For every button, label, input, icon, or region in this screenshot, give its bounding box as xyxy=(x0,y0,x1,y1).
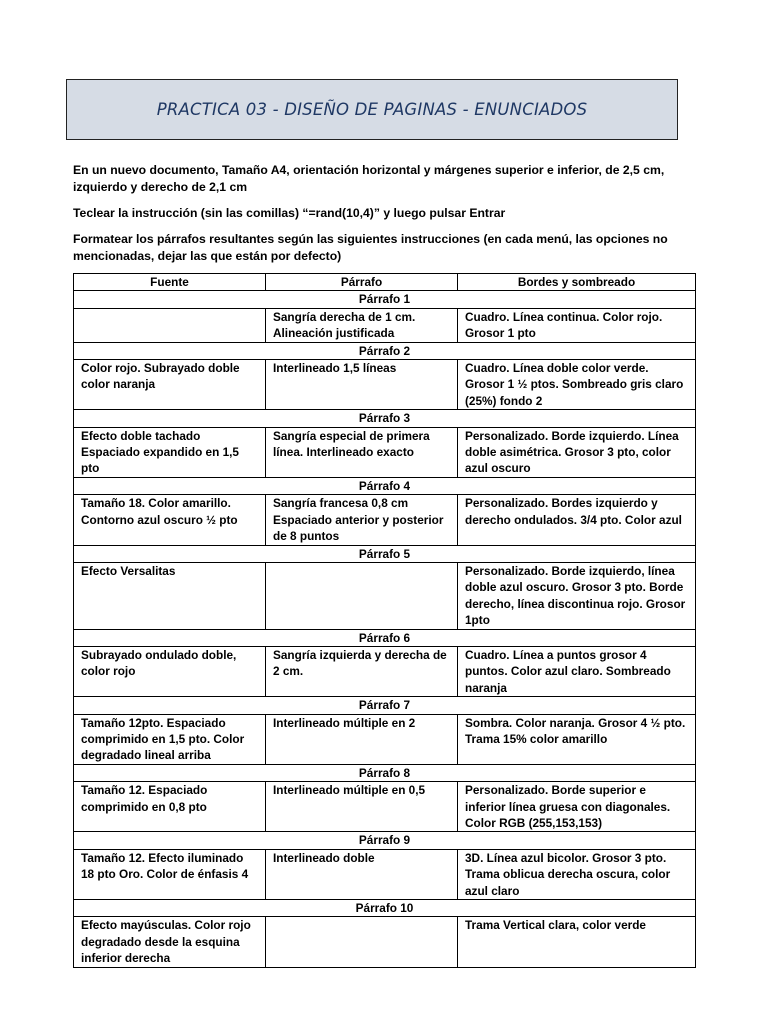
cell-bordes: Personalizado. Bordes izquierdo y derecho ondulados. 3/4 pto. Color azul xyxy=(458,495,696,545)
section-label: Párrafo 6 xyxy=(74,629,696,646)
cell-fuente xyxy=(74,308,266,342)
table-row xyxy=(74,782,696,832)
table-row xyxy=(74,714,696,764)
table-row xyxy=(74,360,696,410)
section-label: Párrafo 5 xyxy=(74,545,696,562)
cell-bordes: Cuadro. Línea continua. Color rojo. Grosor 1 pto xyxy=(458,308,696,342)
cell-parrafo: Sangría derecha de 1 cm. Alineación justificada xyxy=(266,308,458,342)
cell-parrafo: Interlineado múltiple en 2 xyxy=(266,714,458,764)
cell-parrafo: Sangría francesa 0,8 cm Espaciado anterior y posterior de 8 puntos xyxy=(266,495,458,545)
cell-bordes: Personalizado. Borde superior e inferior línea gruesa con diagonales. Color RGB (255,153,153) xyxy=(458,782,696,832)
section-label: Párrafo 3 xyxy=(74,410,696,427)
header-bordes: Bordes y sombreado xyxy=(458,274,696,291)
table-row xyxy=(74,849,696,899)
table-header-row xyxy=(74,274,696,291)
section-label: Párrafo 7 xyxy=(74,697,696,714)
cell-parrafo xyxy=(266,562,458,629)
cell-parrafo: Interlineado múltiple en 0,5 xyxy=(266,782,458,832)
section-row xyxy=(74,477,696,494)
cell-fuente: Tamaño 18. Color amarillo. Contorno azul oscuro ½ pto xyxy=(74,495,266,545)
cell-bordes: Cuadro. Línea doble color verde. Grosor 1 ½ ptos. Sombreado gris claro (25%) fondo 2 xyxy=(458,360,696,410)
cell-bordes: Trama Vertical clara, color verde xyxy=(458,917,696,967)
instruction-paragraph-3: Formatear los párrafos resultantes según las siguientes instrucciones (en cada menú, las opciones no mencionadas, dejar las que están por defecto) xyxy=(73,232,668,263)
cell-parrafo: Interlineado 1,5 líneas xyxy=(266,360,458,410)
cell-fuente: Color rojo. Subrayado doble color naranja xyxy=(74,360,266,410)
cell-fuente: Tamaño 12. Espaciado comprimido en 0,8 pto xyxy=(74,782,266,832)
section-row xyxy=(74,629,696,646)
cell-bordes: Sombra. Color naranja. Grosor 4 ½ pto. Trama 15% color amarillo xyxy=(458,714,696,764)
section-row xyxy=(74,291,696,308)
format-table xyxy=(73,273,696,968)
cell-fuente: Efecto Versalitas xyxy=(74,562,266,629)
cell-parrafo: Interlineado doble xyxy=(266,849,458,899)
table-row xyxy=(74,646,696,696)
section-label: Párrafo 9 xyxy=(74,832,696,849)
table-row xyxy=(74,495,696,545)
header-fuente: Fuente xyxy=(74,274,266,291)
instruction-paragraph-2: Teclear la instrucción (sin las comillas) “=rand(10,4)” y luego pulsar Entrar xyxy=(73,206,506,220)
section-row xyxy=(74,764,696,781)
section-row xyxy=(74,342,696,359)
cell-fuente: Tamaño 12pto. Espaciado comprimido en 1,5 pto. Color degradado lineal arriba xyxy=(74,714,266,764)
section-label: Párrafo 10 xyxy=(74,900,696,917)
cell-fuente: Tamaño 12. Efecto iluminado 18 pto Oro. Color de énfasis 4 xyxy=(74,849,266,899)
table-row xyxy=(74,308,696,342)
cell-fuente: Efecto mayúsculas. Color rojo degradado desde la esquina inferior derecha xyxy=(74,917,266,967)
section-row xyxy=(74,697,696,714)
cell-fuente: Efecto doble tachado Espaciado expandido en 1,5 pto xyxy=(74,427,266,477)
title-box xyxy=(66,79,678,140)
cell-parrafo xyxy=(266,917,458,967)
header-parrafo: Párrafo xyxy=(266,274,458,291)
instruction-paragraph-1: En un nuevo documento, Tamaño A4, orientación horizontal y márgenes superior e inferior, de 2,5 cm, izquierdo y derecho de 2,1 cm xyxy=(73,163,665,194)
section-label: Párrafo 1 xyxy=(74,291,696,308)
table-row xyxy=(74,917,696,967)
cell-bordes: Cuadro. Línea a puntos grosor 4 puntos. Color azul claro. Sombreado naranja xyxy=(458,646,696,696)
table-row xyxy=(74,427,696,477)
cell-bordes: Personalizado. Borde izquierdo, línea doble azul oscuro. Grosor 3 pto. Borde derecho, línea discontinua rojo. Grosor 1pto xyxy=(458,562,696,629)
cell-bordes: 3D. Línea azul bicolor. Grosor 3 pto. Trama oblicua derecha oscura, color azul claro xyxy=(458,849,696,899)
page-title: PRACTICA 03 - DISEÑO DE PAGINAS - ENUNCIADOS xyxy=(156,100,588,119)
section-row xyxy=(74,545,696,562)
section-label: Párrafo 8 xyxy=(74,764,696,781)
table-row xyxy=(74,562,696,629)
cell-fuente: Subrayado ondulado doble, color rojo xyxy=(74,646,266,696)
section-row xyxy=(74,900,696,917)
section-row xyxy=(74,410,696,427)
cell-parrafo: Sangría izquierda y derecha de 2 cm. xyxy=(266,646,458,696)
cell-bordes: Personalizado. Borde izquierdo. Línea doble asimétrica. Grosor 3 pto, color azul oscuro xyxy=(458,427,696,477)
cell-parrafo: Sangría especial de primera línea. Interlineado exacto xyxy=(266,427,458,477)
section-label: Párrafo 4 xyxy=(74,477,696,494)
section-row xyxy=(74,832,696,849)
section-label: Párrafo 2 xyxy=(74,342,696,359)
